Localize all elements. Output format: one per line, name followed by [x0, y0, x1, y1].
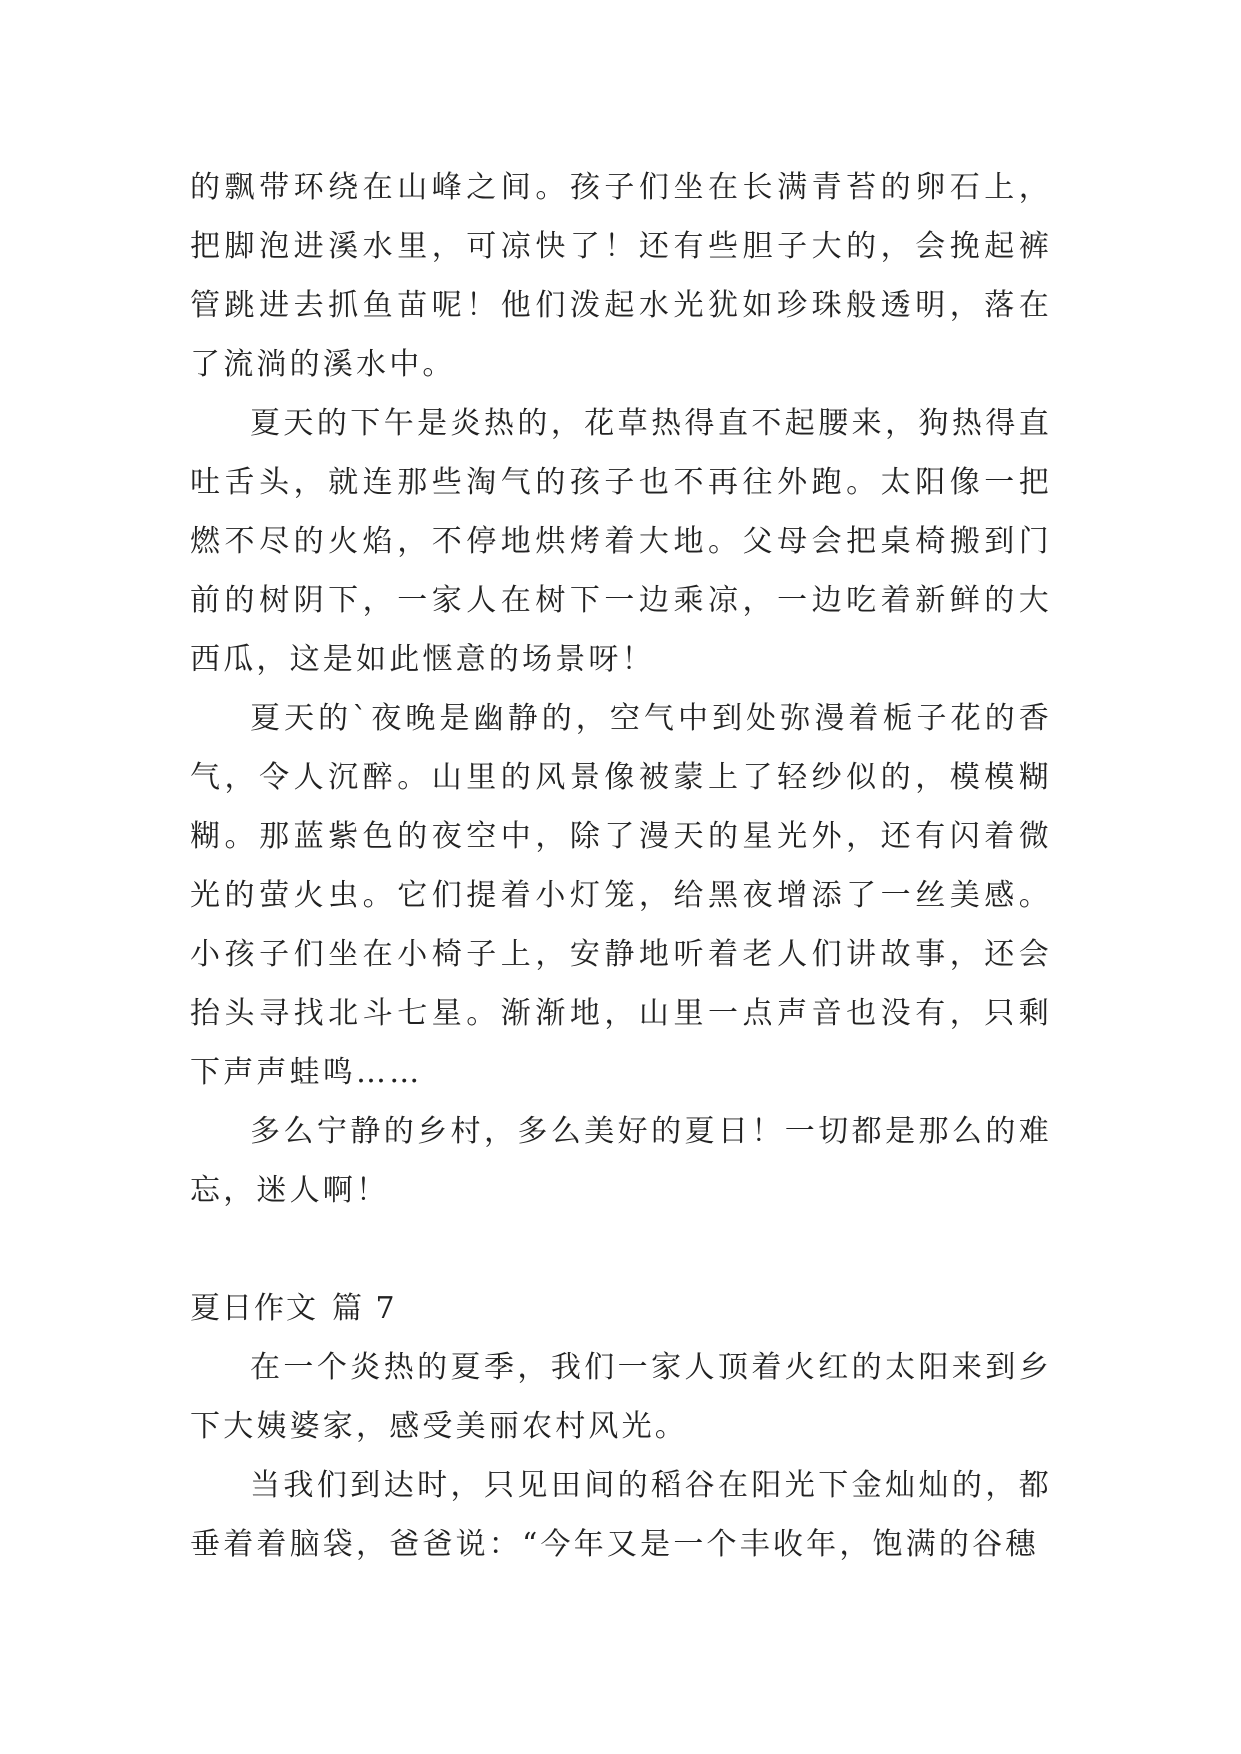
section-heading	[190, 1279, 1052, 1338]
document-body	[190, 158, 1052, 1574]
paragraph-1: 的飘带环绕在山峰之间。孩子们坐在长满青苔的卵石上，把脚泡进溪水里，可凉快了！还有些胆子大的，会挽起裤管跳进去抓鱼苗呢！他们泼起水光犹如珍珠般透明，落在了流淌的溪水中。	[190, 170, 1052, 382]
paragraph-3: 夏天的`夜晚是幽静的，空气中到处弥漫着栀子花的香气，令人沉醉。山里的风景像被蒙上了轻纱似的，模模糊糊。那蓝紫色的夜空中，除了漫天的星光外，还有闪着微光的萤火虫。它们提着小灯笼，给黑夜增添了一丝美感。小孩子们坐在小椅子上，安静地听着老人们讲故事，还会抬头寻找北斗七星。渐渐地，山里一点声音也没有，只剩下声声蛙鸣……	[190, 701, 1052, 1090]
section-spacer	[190, 1220, 1052, 1279]
section-number: 篇 7	[332, 1291, 397, 1326]
paragraph-4: 多么宁静的乡村，多么美好的夏日！一切都是那么的难忘，迷人啊！	[190, 1114, 1052, 1208]
section-title: 夏日作文	[190, 1291, 318, 1326]
paragraph-6: 当我们到达时，只见田间的稻谷在阳光下金灿灿的，都垂着着脑袋，爸爸说：“今年又是一个丰收年，饱满的谷穗	[190, 1468, 1052, 1562]
paragraph-5: 在一个炎热的夏季，我们一家人顶着火红的太阳来到乡下大姨婆家，感受美丽农村风光。	[190, 1350, 1052, 1444]
paragraph-2: 夏天的下午是炎热的，花草热得直不起腰来，狗热得直吐舌头，就连那些淘气的孩子也不再往外跑。太阳像一把燃不尽的火焰，不停地烘烤着大地。父母会把桌椅搬到门前的树阴下，一家人在树下一边乘凉，一边吃着新鲜的大西瓜，这是如此惬意的场景呀！	[190, 406, 1052, 677]
